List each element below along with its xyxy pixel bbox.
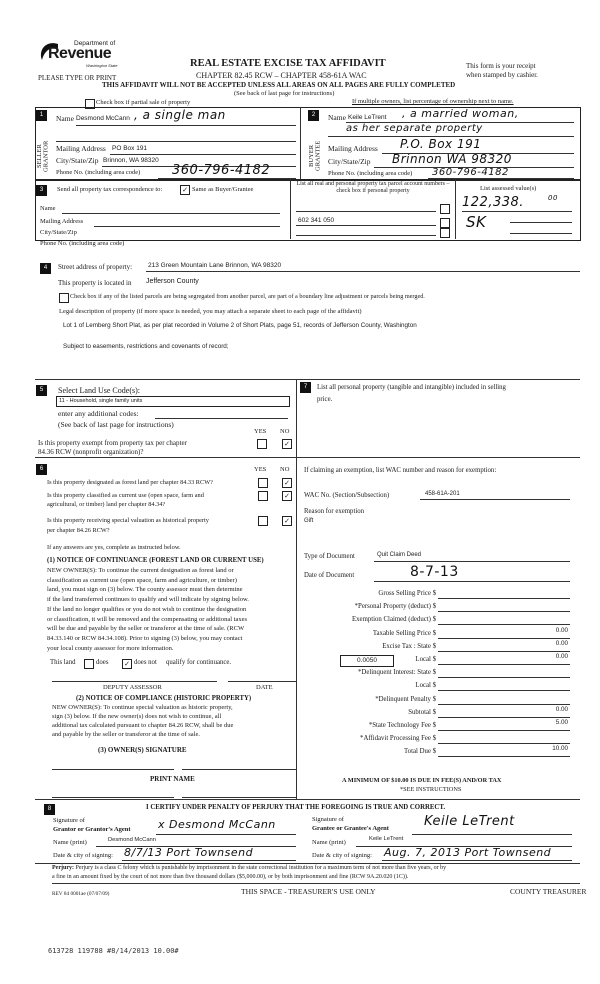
located-label: This property is located in [58, 279, 132, 287]
buyer-name[interactable]: Keile LeTrent [348, 114, 387, 121]
notice-line: if the land transferred continues to qualify and will indicate by signing below. [47, 596, 249, 604]
document-type[interactable]: Quit Claim Deed [377, 552, 422, 558]
current-use-question-2: agricultural, or timber) land per chapter 84.34? [47, 501, 166, 508]
legal-description-label: Legal description of property (if more space is needed, you may attach a separate sheet to each page of the affidavit) [59, 308, 362, 315]
seller-side-label: SELLER GRANTOR [36, 140, 50, 172]
current-use-question: Is this property classified as current use (open space, farm and [47, 492, 204, 499]
receipt-note: This form is your receipt [466, 62, 536, 70]
fee-value[interactable]: 10.00 [552, 745, 568, 753]
historic-question-2: per chapter 84.26 RCW? [47, 527, 110, 534]
property-county[interactable]: Jefferson County [146, 278, 199, 285]
exempt-question-2: 84.36 RCW (nonprofit organization)? [38, 448, 144, 456]
buyer-name-handwritten-2: as her separate property [346, 123, 483, 134]
section-number: 1 [36, 110, 47, 121]
buyer-name-handwritten: , a married woman, [402, 107, 519, 120]
seller-city[interactable]: Brinnon, WA 98320 [103, 157, 159, 164]
fee-label: *Delinquent Interest: State $ [358, 669, 436, 677]
notice-line: additional tax calculated pursuant to chapter 84.26 RCW, shall be due [52, 722, 234, 729]
does-not-checkbox[interactable]: ✓ [122, 659, 132, 669]
notice-line: NEW OWNER(S): To continue special valuation as historic property, [52, 704, 233, 711]
phone-label: Phone No. (including area code) [40, 240, 125, 247]
fee-value[interactable]: 5.00 [555, 719, 568, 726]
no-header: NO [280, 466, 290, 473]
notice-line: NEW OWNER(S): To continue the current designation as forest land or [47, 567, 234, 574]
parcel-header: List all real and personal property tax parcel account numbers – check box if personal property [296, 181, 450, 194]
does-label: does [96, 659, 109, 666]
grantee-name-print[interactable]: Keile LeTrent [369, 836, 404, 842]
personal-property-checkbox[interactable] [440, 218, 450, 228]
seller-phone[interactable]: 360-796-4182 [172, 163, 271, 178]
forest-land-question: Is this property designated as forest land per chapter 84.33 RCW? [47, 479, 213, 486]
assessor-initials: SK [466, 213, 487, 231]
deputy-assessor-label: DEPUTY ASSESSOR [103, 684, 162, 691]
personal-property-label-2: price. [317, 396, 333, 403]
fee-label: *Delinquent Penalty $ [375, 695, 436, 703]
perjury-text: Perjury is a class C felony which is punishable by imprisonment in the state correctional institution for a maximum term of not more than five years, or by [75, 865, 447, 871]
signature-of-label: Signature of [312, 816, 344, 823]
phone-label: Phone No. (including area code) [56, 169, 141, 176]
notice-compliance-title: (2) NOTICE OF COMPLIANCE (HISTORIC PROPERTY) [76, 695, 252, 702]
personal-property-checkbox[interactable] [440, 204, 450, 214]
seller-name[interactable]: Desmond McCann [76, 115, 130, 122]
section-number: 7 [300, 382, 311, 393]
document-date[interactable]: 8-7-13 [410, 564, 459, 580]
document-date-label: Date of Document [304, 572, 355, 579]
buyer-phone[interactable]: 360-796-4182 [432, 167, 509, 178]
additional-codes-label: enter any additional codes: [58, 409, 139, 418]
form-title: REAL ESTATE EXCISE TAX AFFIDAVIT [190, 58, 386, 69]
exemption-reason[interactable]: Gift [304, 518, 314, 524]
logo-top: Department of [74, 40, 116, 47]
mailing-label: Mailing Address [328, 144, 378, 153]
grantee-date-city[interactable]: Aug. 7, 2013 Port Townsend [384, 846, 552, 859]
notice-continuance-title: (1) NOTICE OF CONTINUANCE (FOREST LAND OR CURRENT USE) [47, 557, 264, 564]
forest-yes-checkbox[interactable] [258, 478, 268, 488]
print-name-label: PRINT NAME [150, 775, 195, 783]
fee-label: Local $ [415, 656, 436, 663]
grantee-agent-label: Grantee or Grantee's Agent [312, 825, 389, 832]
land-use-code-field[interactable]: 11 - Household, single family units [56, 396, 290, 407]
seller-mailing[interactable]: PO Box 191 [112, 145, 148, 152]
date-city-label: Date & city of signing: [53, 852, 113, 859]
local-rate-field[interactable]: 0.0050 [340, 655, 394, 667]
grantor-signature[interactable]: x Desmond McCann [158, 818, 276, 831]
owner-signature-title: (3) OWNER(S) SIGNATURE [98, 746, 187, 754]
city-label: City/State/Zip [56, 156, 99, 165]
grantor-date-city[interactable]: 8/7/13 Port Townsend [124, 846, 254, 859]
receipt-stamp: 613728 119788 #8/14/2013 10.00# [48, 947, 179, 955]
mailing-label: Mailing Address [40, 218, 84, 225]
notice-line: will be due and payable by the seller or transferor at the time of sale. (RCW [47, 625, 245, 633]
historic-no-checkbox[interactable]: ✓ [282, 516, 292, 526]
see-instructions: *SEE INSTRUCTIONS [400, 786, 462, 793]
name-label: Name [328, 113, 346, 122]
section-number: 4 [40, 263, 51, 274]
fee-value[interactable]: 0.00 [555, 705, 568, 713]
city-label: City/State/Zip [40, 229, 77, 236]
receipt-note-2: when stamped by cashier. [466, 71, 538, 79]
document-type-label: Type of Document [304, 553, 355, 560]
notice-line: 84.33.140 or RCW 84.34.108). Prior to signing (3) below, you may contact [47, 634, 243, 642]
same-as-buyer-label: Same as Buyer/Grantee [192, 186, 254, 193]
form-revision: REV 84 0001ae (07/07/09) [52, 891, 110, 897]
buyer-city[interactable]: Brinnon WA 98320 [392, 152, 512, 166]
fee-value[interactable]: 0.00 [555, 626, 568, 634]
parcel-number[interactable]: 602 341 050 [298, 217, 335, 224]
qualify-label: qualify for continuance. [166, 659, 232, 666]
personal-property-checkbox[interactable] [440, 228, 450, 238]
please-type: PLEASE TYPE OR PRINT [38, 74, 117, 82]
partial-sale-label: Check box if partial sale of property [96, 99, 191, 106]
certify-statement: I CERTIFY UNDER PENALTY OF PERJURY THAT THE FOREGOING IS TRUE AND CORRECT. [146, 804, 446, 811]
segregated-label: Check box if any of the listed parcels are being segregated from another parcel, are part of a boundary line adjustment or parcels being merged. [70, 293, 425, 300]
section-number: 5 [36, 385, 47, 396]
fee-label: Total Due $ [404, 748, 436, 756]
reason-label: Reason for exemption [304, 508, 365, 515]
notice-line: your local county assessor for more information. [47, 644, 174, 652]
same-as-buyer-checkbox[interactable]: ✓ [180, 185, 190, 195]
exempt-question: Is this property exempt from property tax per chapter [38, 439, 187, 447]
street-label: Street address of property: [58, 263, 133, 271]
segregated-checkbox[interactable] [59, 293, 69, 303]
exemption-label: If claiming an exemption, list WAC number and reason for exemption: [304, 467, 497, 474]
signature-of-label: Signature of [53, 817, 85, 824]
grantor-agent-label: Grantor or Grantor's Agent [53, 826, 131, 833]
fee-label: Excise Tax : State $ [382, 642, 436, 650]
section-number: 2 [308, 110, 319, 121]
notice-line: and payable by the seller or transferor at the time of sale. [52, 731, 200, 738]
exempt-yes-checkbox[interactable] [257, 439, 267, 449]
if-yes-note: If any answers are yes, complete as instructed below. [47, 544, 181, 551]
name-print-label: Name (print) [312, 839, 346, 846]
legal-description-2[interactable]: Subject to easements, restrictions and covenants of record; [63, 343, 229, 350]
perjury-text-2: a fine in an amount fixed by the court of not more than five thousand dollars ($5,000.00), or by both imprisonment and fine (RCW 9A.20.020 (1C)). [52, 874, 409, 880]
land-use-label: Select Land Use Code(s): [58, 386, 140, 395]
notice-line: land, you must sign on (3) below. The county assessor must then determine [47, 586, 243, 594]
fee-value[interactable]: 0.00 [555, 653, 568, 660]
buyer-mailing[interactable]: P.O. Box 191 [400, 137, 482, 151]
yes-header: YES [254, 466, 267, 473]
fee-label: Gross Selling Price $ [378, 590, 436, 597]
correspondence-label: Send all property tax correspondence to: [57, 186, 163, 193]
current-use-yes-checkbox[interactable] [258, 491, 268, 501]
this-land-label: This land [50, 659, 76, 666]
seller-name-handwritten: , a single man [134, 108, 226, 122]
notice-line: classification as current use (open space, farm and agriculture, or timber) [47, 576, 237, 584]
notice-line: or classification, it will be removed and the compensating or additional taxes [47, 615, 247, 623]
date-city-label: Date & city of signing: [312, 852, 372, 859]
multiple-owners-note: If multiple owners, list percentage of ownership next to name. [352, 98, 514, 105]
section-number: 3 [36, 185, 47, 196]
instructions-note: (See back of last page for instructions) [58, 420, 174, 429]
fee-label: *State Technology Fee $ [368, 722, 436, 729]
form-warning: THIS AFFIDAVIT WILL NOT BE ACCEPTED UNLESS ALL AREAS ON ALL PAGES ARE FULLY COMPLETED [102, 81, 456, 89]
section-number: 8 [44, 804, 55, 815]
fee-label: *Personal Property (deduct) $ [354, 603, 436, 611]
no-header: NO [280, 428, 290, 435]
wac-number[interactable]: 458-61A-201 [425, 491, 460, 497]
assessed-header: List assessed value(s) [480, 185, 537, 192]
property-address[interactable]: 213 Green Mountain Lane Brinnon, WA 98320 [148, 262, 282, 269]
fee-label: Taxable Selling Price $ [372, 629, 436, 637]
historic-question: Is this property receiving special valuation as historical property [47, 517, 209, 524]
fee-label: Exemption Claimed (deduct) $ [352, 616, 436, 624]
city-label: City/State/Zip [328, 157, 371, 166]
grantee-signature[interactable]: Keile LeTrent [424, 814, 515, 829]
logo-sub: Washington State [86, 63, 118, 68]
name-label: Name [40, 205, 56, 212]
date-label: DATE [256, 684, 273, 691]
exempt-no-checkbox[interactable]: ✓ [282, 439, 292, 449]
notice-line: sign (3) below. If the new owner(s) does not wish to continue, all [52, 713, 222, 720]
current-use-no-checkbox[interactable]: ✓ [282, 491, 292, 501]
does-not-label: does not [134, 659, 157, 666]
logo-main: Revenue [48, 45, 112, 62]
see-back: (See back of last page for instructions) [234, 90, 335, 97]
grantor-name-print[interactable]: Desmond McCann [108, 837, 157, 843]
does-checkbox[interactable] [84, 659, 94, 669]
notice-line: If the land no longer qualifies or you do not wish to continue the designation [47, 605, 247, 613]
form-chapter: CHAPTER 82.45 RCW – CHAPTER 458-61A WAC [196, 71, 367, 80]
forest-no-checkbox[interactable]: ✓ [282, 478, 292, 488]
phone-label: Phone No. (including area code) [328, 170, 413, 177]
personal-property-label: List all personal property (tangible and intangible) included in selling [317, 384, 506, 391]
legal-description[interactable]: Lot 1 of Lemberg Short Plat, as per plat recorded in Volume 2 of Short Plats, page 51, records of Jefferson County, Washington [63, 322, 417, 329]
assessed-cents: 00 [548, 194, 558, 202]
minimum-due-note: A MINIMUM OF $10.00 IS DUE IN FEE(S) AND/OR TAX [342, 777, 502, 784]
yes-header: YES [254, 428, 267, 435]
fee-label: Subtotal $ [408, 708, 436, 716]
buyer-side-label: BUYER GRANTEE [308, 140, 322, 172]
assessed-value[interactable]: 122,338. [462, 195, 524, 210]
treasurer-use-only: THIS SPACE - TREASURER'S USE ONLY [241, 887, 376, 896]
wac-label: WAC No. (Section/Subsection) [304, 492, 390, 499]
section-number: 6 [36, 464, 47, 475]
mailing-label: Mailing Address [56, 144, 106, 153]
fee-label: Local $ [415, 682, 436, 690]
name-print-label: Name (print) [53, 839, 87, 846]
fee-label: *Affidavit Processing Fee $ [360, 735, 436, 743]
historic-yes-checkbox[interactable] [258, 516, 268, 526]
perjury-label: Perjury: [52, 865, 74, 871]
county-treasurer-label: COUNTY TREASURER [510, 887, 587, 896]
name-label: Name [56, 114, 74, 123]
fee-value[interactable]: 0.00 [555, 639, 568, 647]
